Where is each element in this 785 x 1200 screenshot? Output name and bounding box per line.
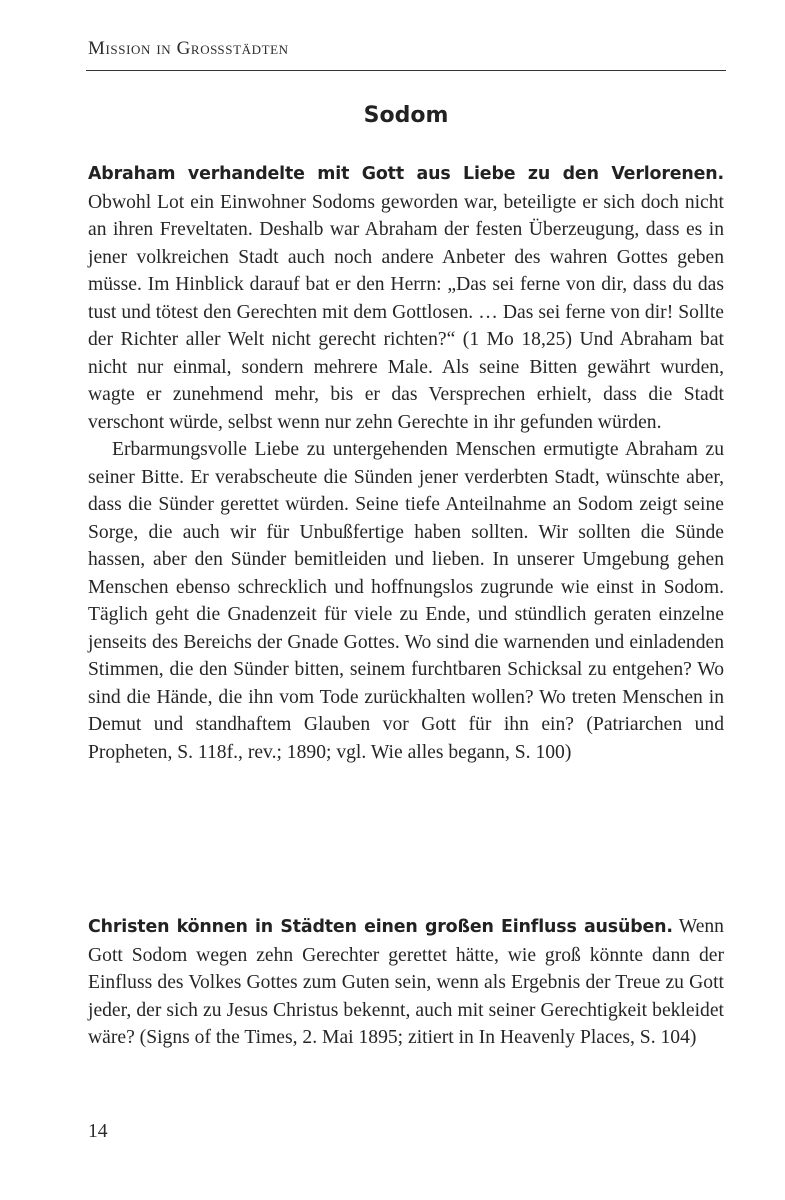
running-header: Mission in Großstädten <box>88 38 289 59</box>
page-number: 14 <box>88 1121 108 1142</box>
paragraph-lead: Abraham verhandelte mit Gott aus Liebe zu den Verlorenen. <box>88 164 724 184</box>
paragraph <box>88 160 724 436</box>
chapter-title: Sodom <box>363 103 449 128</box>
section-abraham <box>88 160 724 766</box>
header-rule <box>86 70 726 71</box>
section-christen <box>88 913 724 1052</box>
paragraph: Erbarmungsvolle Liebe zu untergehenden Menschen ermutigte Abraham zu seiner Bitte. Er verabscheute die Sünden jener verderbten Stadt, wünschte aber, dass die Sünder gerettet würden. Seine tiefe Anteilnahme an Sodom zeigt seine Sorge, die auch wir für Unbußfertige haben sollten. Wir sollten die Sünde hassen, aber den Sünder bemitleiden und lieben. In unserer Umgebung gehen Menschen ebenso schrecklich und hoffnungslos zugrunde wie einst in Sodom. Täglich geht die Gnadenzeit für viele zu Ende, und stündlich geraten einzelne jenseits des Bereichs der Gnade Gottes. Wo sind die warnenden und einladenden Stimmen, die den Sünder bitten, seinem furchtbaren Schicksal zu entgehen? Wo sind die Hände, die ihn vom Tode zurückhalten wollen? Wo treten Menschen in Demut und standhaftem Glauben vor Gott für ihn ein? (Patriarchen und Propheten, S. 118f., rev.; 1890; vgl. Wie alles begann, S. 100) <box>88 439 724 763</box>
paragraph-body: Obwohl Lot ein Einwohner Sodoms geworden war, beteiligte er sich doch nicht an ihren Freveltaten. Deshalb war Abraham der festen Überzeugung, dass es in jener volkreichen Stadt auch noch andere Anbeter des wahren Gottes geben müsse. Im Hinblick darauf bat er den Herrn: „Das sei ferne von dir, dass du das tust und tötest den Gerechten mit dem Gottlosen. … Das sei ferne von dir! Sollte der Richter aller Welt nicht gerecht richten?“ (1 Mo 18,25) Und Abraham bat nicht nur einmal, sondern mehrere Male. Als seine Bitten gewährt wurden, wagte er zunehmend mehr, bis er das Versprechen erhielt, dass die Stadt verschont würde, selbst wenn nur zehn Gerechte in ihr gefunden würden. <box>88 191 724 433</box>
paragraph <box>88 913 724 1052</box>
paragraph-body: Wenn Gott Sodom wegen zehn Gerechter gerettet hätte, wie groß könnte dann der Einfluss des Volkes Gottes zum Guten sein, wenn als Ergebnis der Treue zu Gott jeder, der sich zu Jesus Christus bekennt, auch mit seiner Gerechtigkeit bekleidet wäre? (Signs of the Times, 2. Mai 1895; zitiert in In Heavenly Places, S. 104) <box>88 916 724 1048</box>
paragraph-lead: Christen können in Städten einen großen Einfluss ausüben. <box>88 917 673 937</box>
